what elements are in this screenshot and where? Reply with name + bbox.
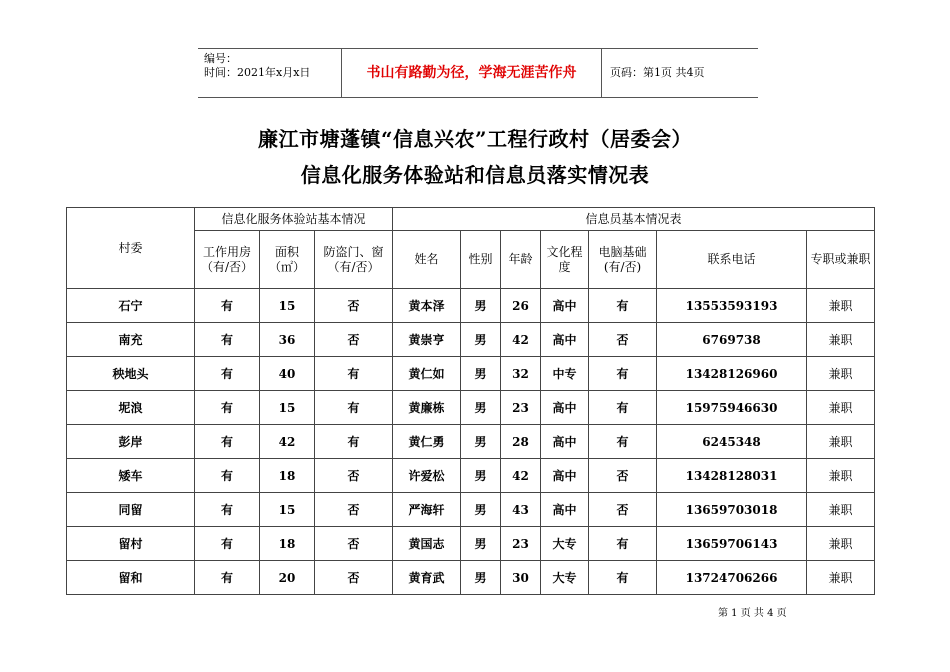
cell-security: 否 bbox=[315, 493, 393, 527]
cell-age: 43 bbox=[501, 493, 541, 527]
cell-village: 石宁 bbox=[67, 289, 195, 323]
cell-phone: 13724706266 bbox=[657, 561, 807, 595]
cell-phone: 13659703018 bbox=[657, 493, 807, 527]
cell-education: 大专 bbox=[541, 527, 589, 561]
cell-age: 23 bbox=[501, 391, 541, 425]
cell-gender: 男 bbox=[461, 459, 501, 493]
cell-security: 有 bbox=[315, 425, 393, 459]
cell-security: 否 bbox=[315, 459, 393, 493]
group-station: 信息化服务体验站基本情况 bbox=[195, 208, 393, 231]
col-role: 专职或兼职 bbox=[807, 231, 875, 289]
cell-education: 高中 bbox=[541, 323, 589, 357]
cell-computer: 有 bbox=[589, 391, 657, 425]
group-staff: 信息员基本情况表 bbox=[393, 208, 875, 231]
cell-phone: 13428128031 bbox=[657, 459, 807, 493]
cell-room: 有 bbox=[195, 561, 260, 595]
cell-gender: 男 bbox=[461, 391, 501, 425]
cell-phone: 6245348 bbox=[657, 425, 807, 459]
cell-gender: 男 bbox=[461, 357, 501, 391]
cell-area: 18 bbox=[260, 459, 315, 493]
table-row bbox=[67, 391, 875, 425]
cell-role: 兼职 bbox=[807, 527, 875, 561]
cell-gender: 男 bbox=[461, 289, 501, 323]
cell-room: 有 bbox=[195, 391, 260, 425]
cell-age: 42 bbox=[501, 459, 541, 493]
cell-name: 黄廉栋 bbox=[393, 391, 461, 425]
cell-village: 矮车 bbox=[67, 459, 195, 493]
cell-phone: 13659706143 bbox=[657, 527, 807, 561]
number-label: 编号： bbox=[204, 52, 237, 65]
cell-village: 同留 bbox=[67, 493, 195, 527]
table-row bbox=[67, 527, 875, 561]
cell-name: 严海轩 bbox=[393, 493, 461, 527]
cell-computer: 否 bbox=[589, 459, 657, 493]
table-row bbox=[67, 289, 875, 323]
cell-role: 兼职 bbox=[807, 357, 875, 391]
table-row bbox=[67, 425, 875, 459]
cell-education: 高中 bbox=[541, 425, 589, 459]
col-age: 年龄 bbox=[501, 231, 541, 289]
table-row bbox=[67, 323, 875, 357]
table-row bbox=[67, 561, 875, 595]
table-body bbox=[67, 289, 875, 595]
col-computer: 电脑基础(有/否) bbox=[589, 231, 657, 289]
cell-age: 23 bbox=[501, 527, 541, 561]
cell-area: 36 bbox=[260, 323, 315, 357]
cell-gender: 男 bbox=[461, 323, 501, 357]
cell-age: 42 bbox=[501, 323, 541, 357]
cell-gender: 男 bbox=[461, 527, 501, 561]
cell-phone: 13428126960 bbox=[657, 357, 807, 391]
cell-room: 有 bbox=[195, 323, 260, 357]
cell-role: 兼职 bbox=[807, 561, 875, 595]
cell-security: 否 bbox=[315, 323, 393, 357]
cell-age: 32 bbox=[501, 357, 541, 391]
cell-gender: 男 bbox=[461, 561, 501, 595]
col-phone: 联系电话 bbox=[657, 231, 807, 289]
col-room: 工作用房（有/否） bbox=[195, 231, 260, 289]
cell-name: 黄本泽 bbox=[393, 289, 461, 323]
cell-room: 有 bbox=[195, 357, 260, 391]
cell-room: 有 bbox=[195, 459, 260, 493]
header-meta bbox=[198, 49, 341, 97]
cell-security: 否 bbox=[315, 289, 393, 323]
title-line-1: 廉江市塘蓬镇“信息兴农”工程行政村（居委会） bbox=[257, 127, 692, 151]
cell-role: 兼职 bbox=[807, 459, 875, 493]
cell-phone: 15975946630 bbox=[657, 391, 807, 425]
cell-security: 否 bbox=[315, 527, 393, 561]
cell-area: 15 bbox=[260, 493, 315, 527]
cell-role: 兼职 bbox=[807, 323, 875, 357]
cell-education: 中专 bbox=[541, 357, 589, 391]
title-line-2: 信息化服务体验站和信息员落实情况表 bbox=[300, 163, 650, 187]
cell-area: 20 bbox=[260, 561, 315, 595]
cell-computer: 有 bbox=[589, 561, 657, 595]
cell-name: 黄仁如 bbox=[393, 357, 461, 391]
cell-role: 兼职 bbox=[807, 493, 875, 527]
cell-village: 南充 bbox=[67, 323, 195, 357]
cell-name: 黄国志 bbox=[393, 527, 461, 561]
col-security: 防盗门、窗（有/否） bbox=[315, 231, 393, 289]
cell-security: 有 bbox=[315, 391, 393, 425]
cell-computer: 有 bbox=[589, 425, 657, 459]
cell-role: 兼职 bbox=[807, 289, 875, 323]
cell-computer: 有 bbox=[589, 289, 657, 323]
col-name: 姓名 bbox=[393, 231, 461, 289]
cell-room: 有 bbox=[195, 527, 260, 561]
cell-education: 高中 bbox=[541, 459, 589, 493]
cell-area: 40 bbox=[260, 357, 315, 391]
page-footer: 第 1 页 共 4 页 bbox=[718, 608, 787, 619]
cell-role: 兼职 bbox=[807, 391, 875, 425]
cell-area: 15 bbox=[260, 391, 315, 425]
cell-area: 42 bbox=[260, 425, 315, 459]
cell-village: 留村 bbox=[67, 527, 195, 561]
cell-education: 高中 bbox=[541, 493, 589, 527]
header-motto: 书山有路勤为径，学海无涯苦作舟 bbox=[341, 49, 602, 97]
info-table bbox=[66, 207, 875, 595]
cell-village: 留和 bbox=[67, 561, 195, 595]
cell-computer: 否 bbox=[589, 323, 657, 357]
cell-village: 彭岸 bbox=[67, 425, 195, 459]
col-village: 村委 bbox=[67, 208, 195, 289]
cell-village: 坭浪 bbox=[67, 391, 195, 425]
cell-village: 秧地头 bbox=[67, 357, 195, 391]
document-header bbox=[198, 48, 758, 98]
cell-name: 黄育武 bbox=[393, 561, 461, 595]
cell-area: 18 bbox=[260, 527, 315, 561]
cell-area: 15 bbox=[260, 289, 315, 323]
col-area: 面积（㎡） bbox=[260, 231, 315, 289]
col-education: 文化程度 bbox=[541, 231, 589, 289]
cell-room: 有 bbox=[195, 289, 260, 323]
cell-room: 有 bbox=[195, 493, 260, 527]
cell-name: 黄崇亨 bbox=[393, 323, 461, 357]
cell-room: 有 bbox=[195, 425, 260, 459]
cell-education: 高中 bbox=[541, 391, 589, 425]
cell-age: 26 bbox=[501, 289, 541, 323]
table-row bbox=[67, 459, 875, 493]
cell-age: 30 bbox=[501, 561, 541, 595]
cell-gender: 男 bbox=[461, 425, 501, 459]
cell-security: 有 bbox=[315, 357, 393, 391]
cell-phone: 6769738 bbox=[657, 323, 807, 357]
cell-education: 高中 bbox=[541, 289, 589, 323]
cell-computer: 有 bbox=[589, 527, 657, 561]
cell-education: 大专 bbox=[541, 561, 589, 595]
cell-computer: 否 bbox=[589, 493, 657, 527]
table-row bbox=[67, 493, 875, 527]
cell-gender: 男 bbox=[461, 493, 501, 527]
time-label: 时间：2021年x月x日 bbox=[204, 66, 311, 79]
header-page-info: 页码：第1页 共4页 bbox=[610, 66, 705, 79]
cell-name: 许爱松 bbox=[393, 459, 461, 493]
cell-name: 黄仁勇 bbox=[393, 425, 461, 459]
cell-phone: 13553593193 bbox=[657, 289, 807, 323]
col-gender: 性别 bbox=[461, 231, 501, 289]
cell-age: 28 bbox=[501, 425, 541, 459]
table-row bbox=[67, 357, 875, 391]
cell-role: 兼职 bbox=[807, 425, 875, 459]
cell-computer: 有 bbox=[589, 357, 657, 391]
cell-security: 否 bbox=[315, 561, 393, 595]
